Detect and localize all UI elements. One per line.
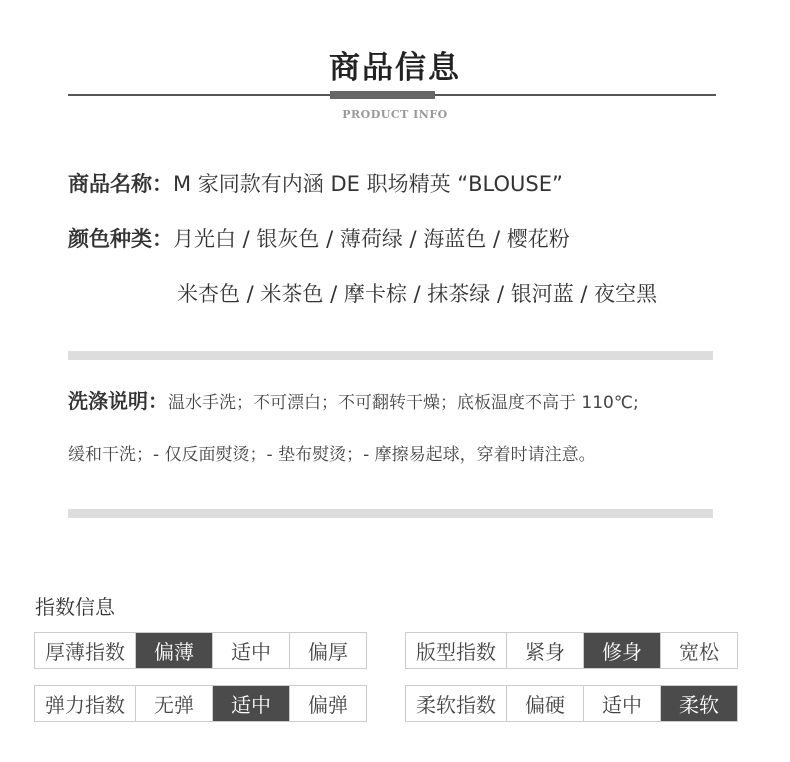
softness-option: 偏硬 — [507, 686, 584, 722]
thickness-index-table — [34, 632, 367, 669]
softness-option: 柔软 — [661, 686, 738, 722]
section-divider — [68, 509, 713, 518]
care-label: 洗涤说明： — [68, 389, 168, 413]
elasticity-option: 适中 — [213, 686, 290, 722]
product-name-label: 商品名称： — [68, 172, 173, 196]
color-label: 颜色种类： — [68, 227, 173, 251]
softness-index-label: 柔软指数 — [406, 686, 507, 722]
fit-option: 宽松 — [661, 633, 738, 669]
care-text-line1: 温水手洗；不可漂白；不可翻转干燥；底板温度不高于 110℃; — [168, 393, 639, 413]
page-subtitle: PRODUCT INFO — [342, 108, 448, 121]
elasticity-option: 偏弹 — [290, 686, 367, 722]
fit-option: 紧身 — [507, 633, 584, 669]
product-name-row — [68, 168, 563, 198]
title-accent-bar — [330, 91, 435, 99]
thickness-option: 偏薄 — [136, 633, 213, 669]
fit-index-label: 版型指数 — [406, 633, 507, 669]
fit-index-table — [405, 632, 738, 669]
care-row — [68, 385, 639, 414]
index-heading: 指数信息 — [35, 595, 115, 619]
elasticity-index-table — [34, 685, 367, 722]
color-values-line1: 月光白 / 银灰色 / 薄荷绿 / 海蓝色 / 樱花粉 — [173, 227, 570, 251]
thickness-index-label: 厚薄指数 — [35, 633, 136, 669]
fit-option: 修身 — [584, 633, 661, 669]
care-text-line2: 缓和干洗；- 仅反面熨烫；- 垫布熨烫；- 摩擦易起球，穿着时请注意。 — [68, 445, 596, 465]
color-values-line2: 米杏色 / 米茶色 / 摩卡棕 / 抹茶绿 / 银河蓝 / 夜空黑 — [177, 282, 658, 306]
color-row — [68, 223, 570, 253]
thickness-option: 偏厚 — [290, 633, 367, 669]
product-name-value: M 家同款有内涵 DE 职场精英 “BLOUSE” — [173, 172, 563, 196]
elasticity-option: 无弹 — [136, 686, 213, 722]
elasticity-index-label: 弹力指数 — [35, 686, 136, 722]
section-divider — [68, 351, 713, 360]
thickness-option: 适中 — [213, 633, 290, 669]
softness-option: 适中 — [584, 686, 661, 722]
softness-index-table — [405, 685, 738, 722]
page-title: 商品信息 — [329, 50, 461, 86]
